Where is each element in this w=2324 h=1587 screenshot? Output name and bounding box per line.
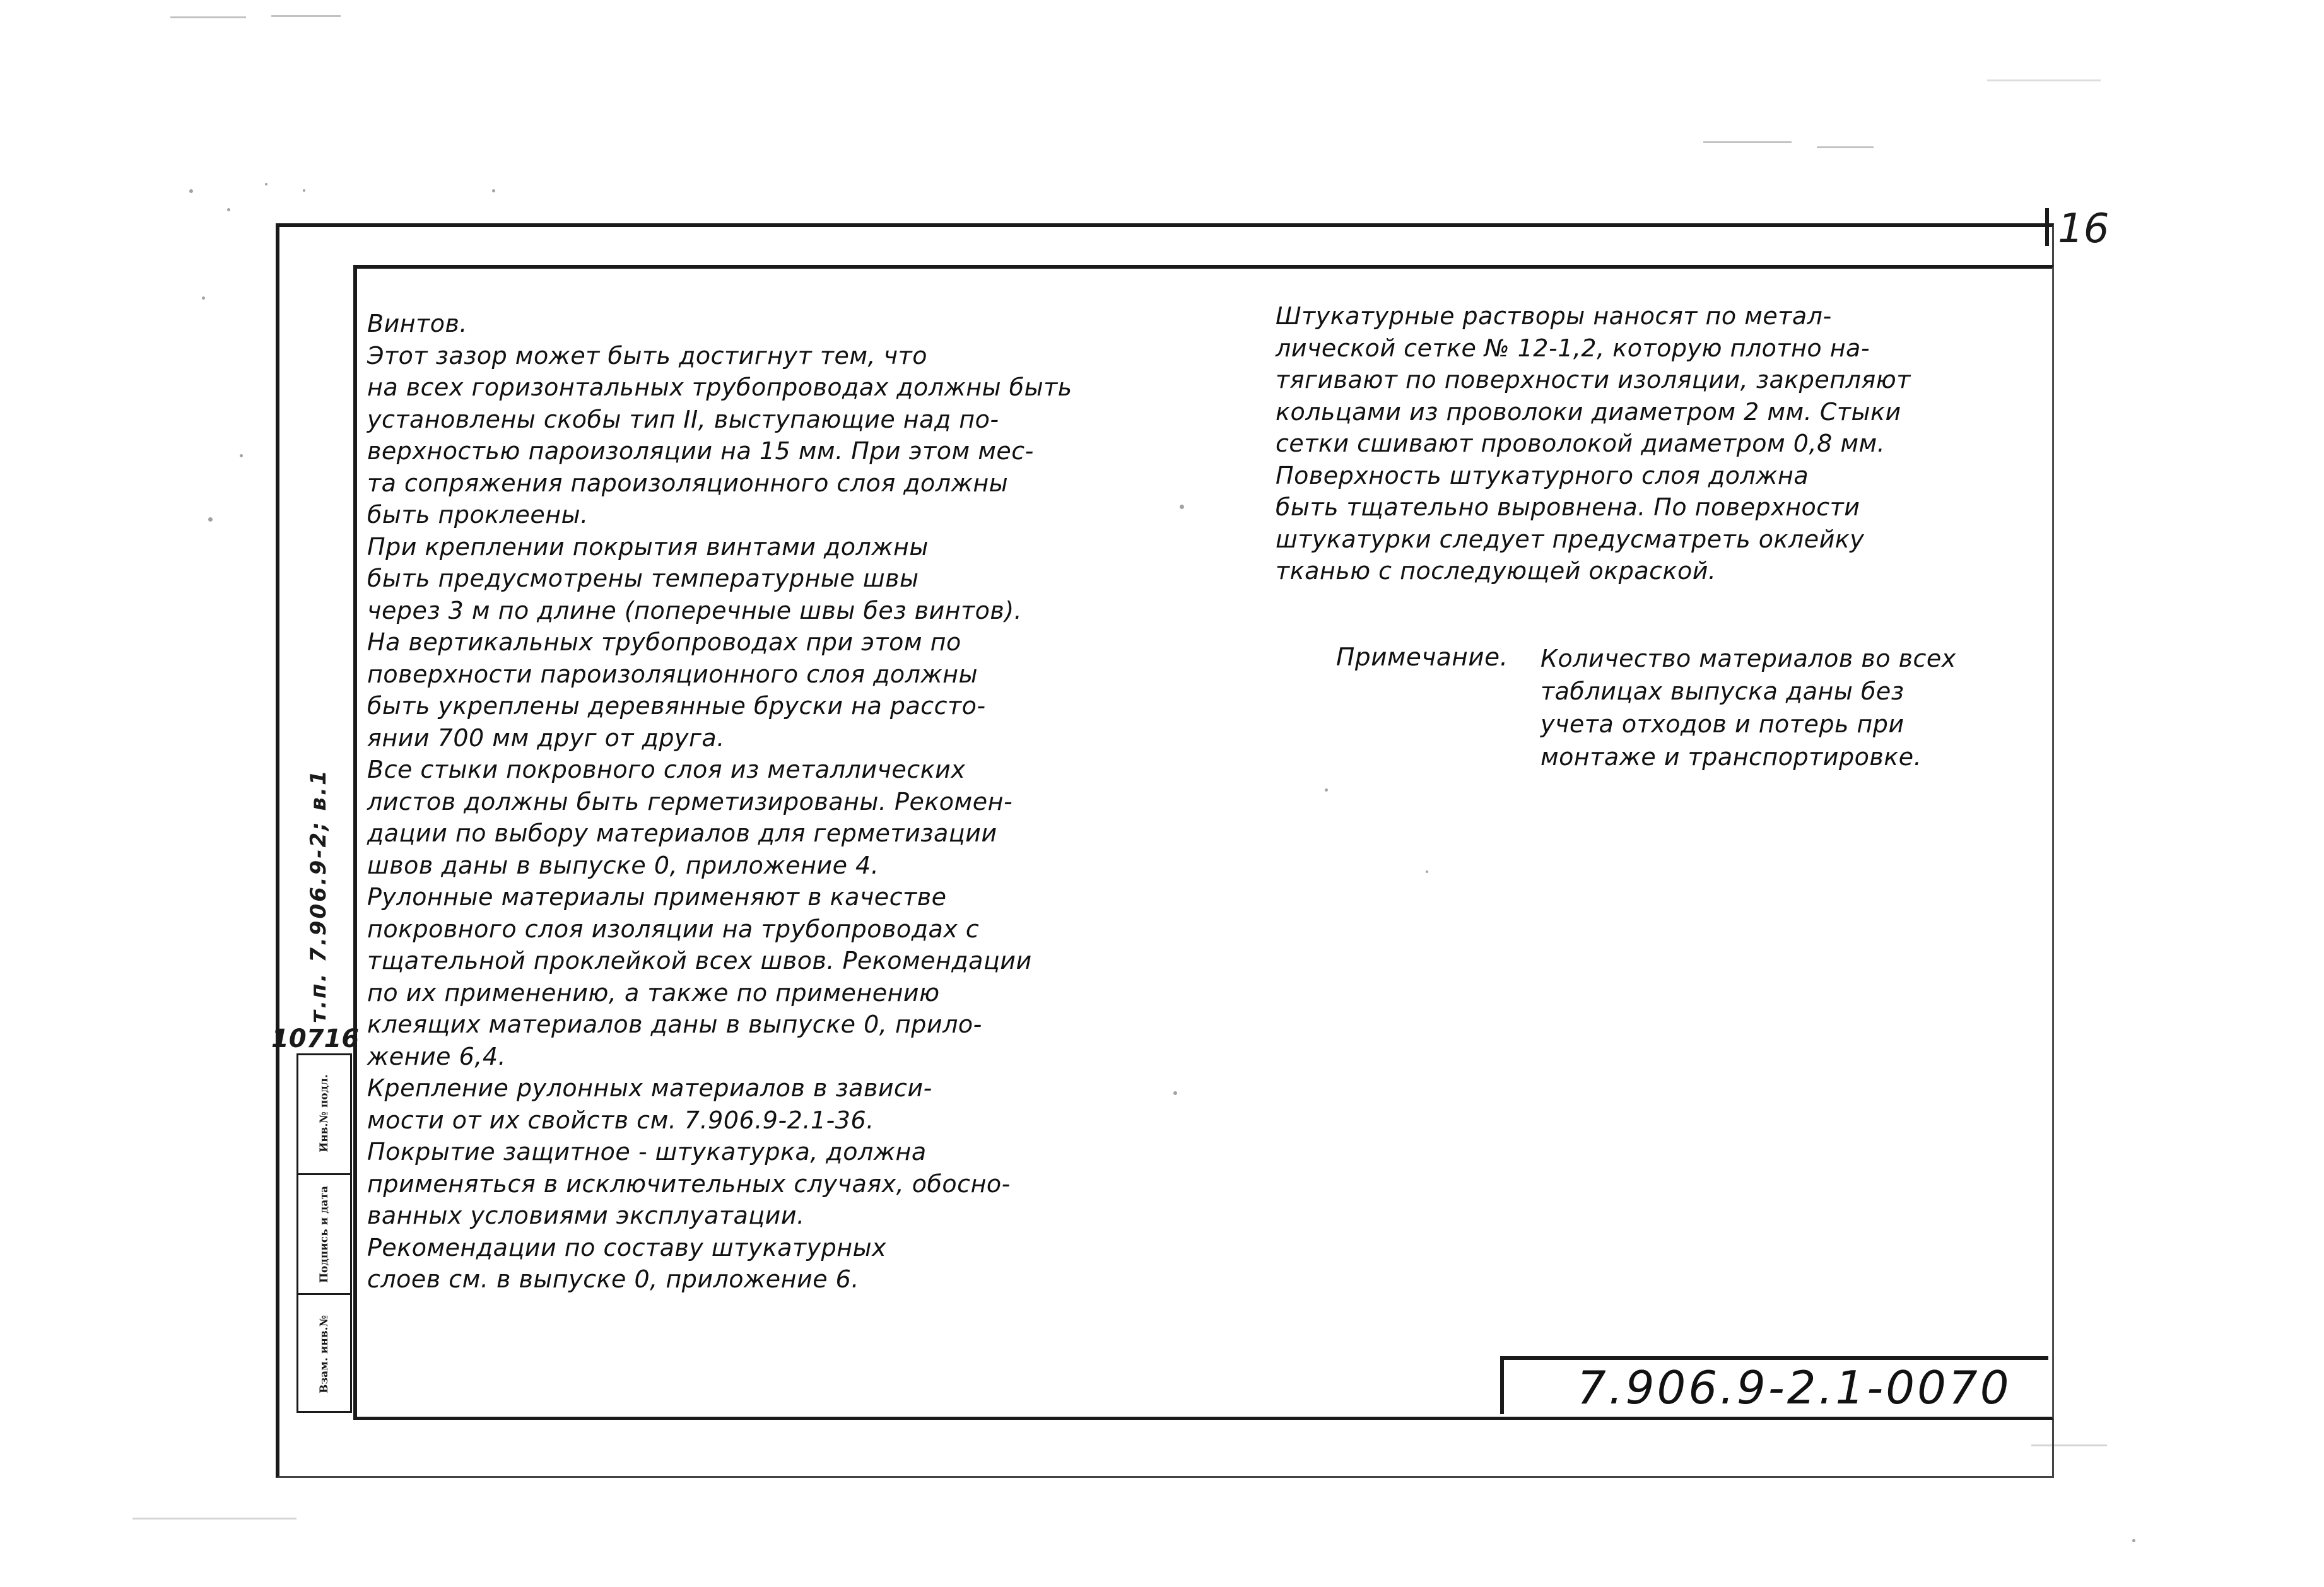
text-line: мости от их свойств см. 7.906.9-2.1-36. xyxy=(367,1106,874,1134)
text-line: слоев см. в выпуске 0, приложение 6. xyxy=(367,1265,859,1293)
page-number: 16 xyxy=(2058,206,2110,252)
text-line: Штукатурные растворы наносят по метал- xyxy=(1276,302,1832,330)
text-line: Количество материалов во всех xyxy=(1541,645,1956,672)
text-line: по их применению, а также по применению xyxy=(367,978,940,1007)
text-line: тканью с последующей окраской. xyxy=(1276,557,1717,585)
text-line: Поверхность штукатурного слоя должна xyxy=(1276,461,1809,489)
text-line: Рулонные материалы применяют в качестве xyxy=(367,883,947,911)
stamp-label: Подпись и дата xyxy=(318,1185,331,1283)
text-line: Все стыки покровного слоя из металлических xyxy=(367,756,966,783)
text-line: тщательной проклейкой всех швов. Рекомендации xyxy=(367,947,1032,975)
text-line: через 3 м по длине (поперечные швы без винтов). xyxy=(367,596,1023,624)
text-line: быть проклеены. xyxy=(367,501,589,529)
approval-stamp-column xyxy=(296,1053,352,1413)
text-line: кольцами из проволоки диаметром 2 мм. Стыки xyxy=(1276,397,1901,426)
series-code: т.п. 7.906.9-2; в.1 xyxy=(306,768,331,1023)
text-line: верхностью пароизоляции на 15 мм. При этом мес- xyxy=(367,437,1034,465)
inventory-number: 10716 xyxy=(271,1024,360,1053)
text-line: При креплении покрытия винтами должны xyxy=(367,532,929,561)
text-line: Рекомендации по составу штукатурных xyxy=(367,1233,887,1262)
stamp-label: Инв.№ подл. xyxy=(318,1074,331,1152)
stamp-cell-inventory xyxy=(298,1053,350,1173)
text-line: Винтов. xyxy=(367,310,467,337)
text-line: Покрытие защитное - штукатурка, должна xyxy=(367,1138,927,1166)
text-line: штукатурки следует предусматреть оклейку xyxy=(1276,525,1865,553)
text-line: быть предусмотрены температурные швы xyxy=(367,565,919,592)
text-line: швов даны в выпуске 0, приложение 4. xyxy=(367,851,879,879)
text-line: Крепление рулонных материалов в зависи- xyxy=(367,1074,932,1102)
text-line: учета отходов и потерь при xyxy=(1541,710,1904,738)
text-line: ванных условиями эксплуатации. xyxy=(367,1202,805,1229)
left-text-column xyxy=(367,308,1072,1296)
frame-tick xyxy=(2045,208,2049,246)
text-line: лической сетке № 12-1,2, которую плотно на- xyxy=(1276,334,1870,362)
text-line: поверхности пароизоляционного слоя должны xyxy=(367,660,978,688)
text-line: установлены скобы тип II, выступающие над по- xyxy=(367,405,999,433)
right-text-column xyxy=(1276,300,1911,587)
text-line: янии 700 мм друг от друга. xyxy=(367,723,725,752)
text-line: тягивают по поверхности изоляции, закрепляют xyxy=(1276,366,1911,394)
text-line: На вертикальных трубопроводах при этом по xyxy=(367,628,961,656)
text-line: та сопряжения пароизоляционного слоя должны xyxy=(367,469,1009,497)
text-line: покровного слоя изоляции на трубопроводах с xyxy=(367,915,980,943)
text-line: на всех горизонтальных трубопроводах должны быть xyxy=(367,373,1072,401)
text-line: клеящих материалов даны в выпуске 0, прило- xyxy=(367,1010,982,1038)
text-line: Этот зазор может быть достигнут тем, что xyxy=(367,341,928,370)
text-line: листов должны быть герметизированы. Рекомен- xyxy=(367,787,1013,816)
text-line: таблицах выпуска даны без xyxy=(1541,677,1904,705)
stamp-cell-signature xyxy=(298,1173,350,1293)
text-line: быть укреплены деревянные бруски на рассто- xyxy=(367,692,986,720)
note-text xyxy=(1541,642,1956,773)
text-line: сетки сшивают проволокой диаметром 0,8 мм. xyxy=(1276,430,1886,457)
document-code: 7.906.9-2.1-0070 xyxy=(1577,1361,2012,1414)
text-line: быть тщательно выровнена. По поверхности xyxy=(1276,493,1860,521)
text-line: монтаже и транспортировке. xyxy=(1541,743,1922,771)
stamp-label: Взам. инв.№ xyxy=(318,1315,331,1393)
note-label: Примечание. xyxy=(1336,643,1508,672)
text-line: жение 6,4. xyxy=(367,1042,507,1070)
text-line: применяться в исключительных случаях, обосно- xyxy=(367,1169,1011,1198)
stamp-cell-replaced xyxy=(298,1293,350,1413)
text-line: дации по выбору материалов для герметизации xyxy=(367,819,997,847)
